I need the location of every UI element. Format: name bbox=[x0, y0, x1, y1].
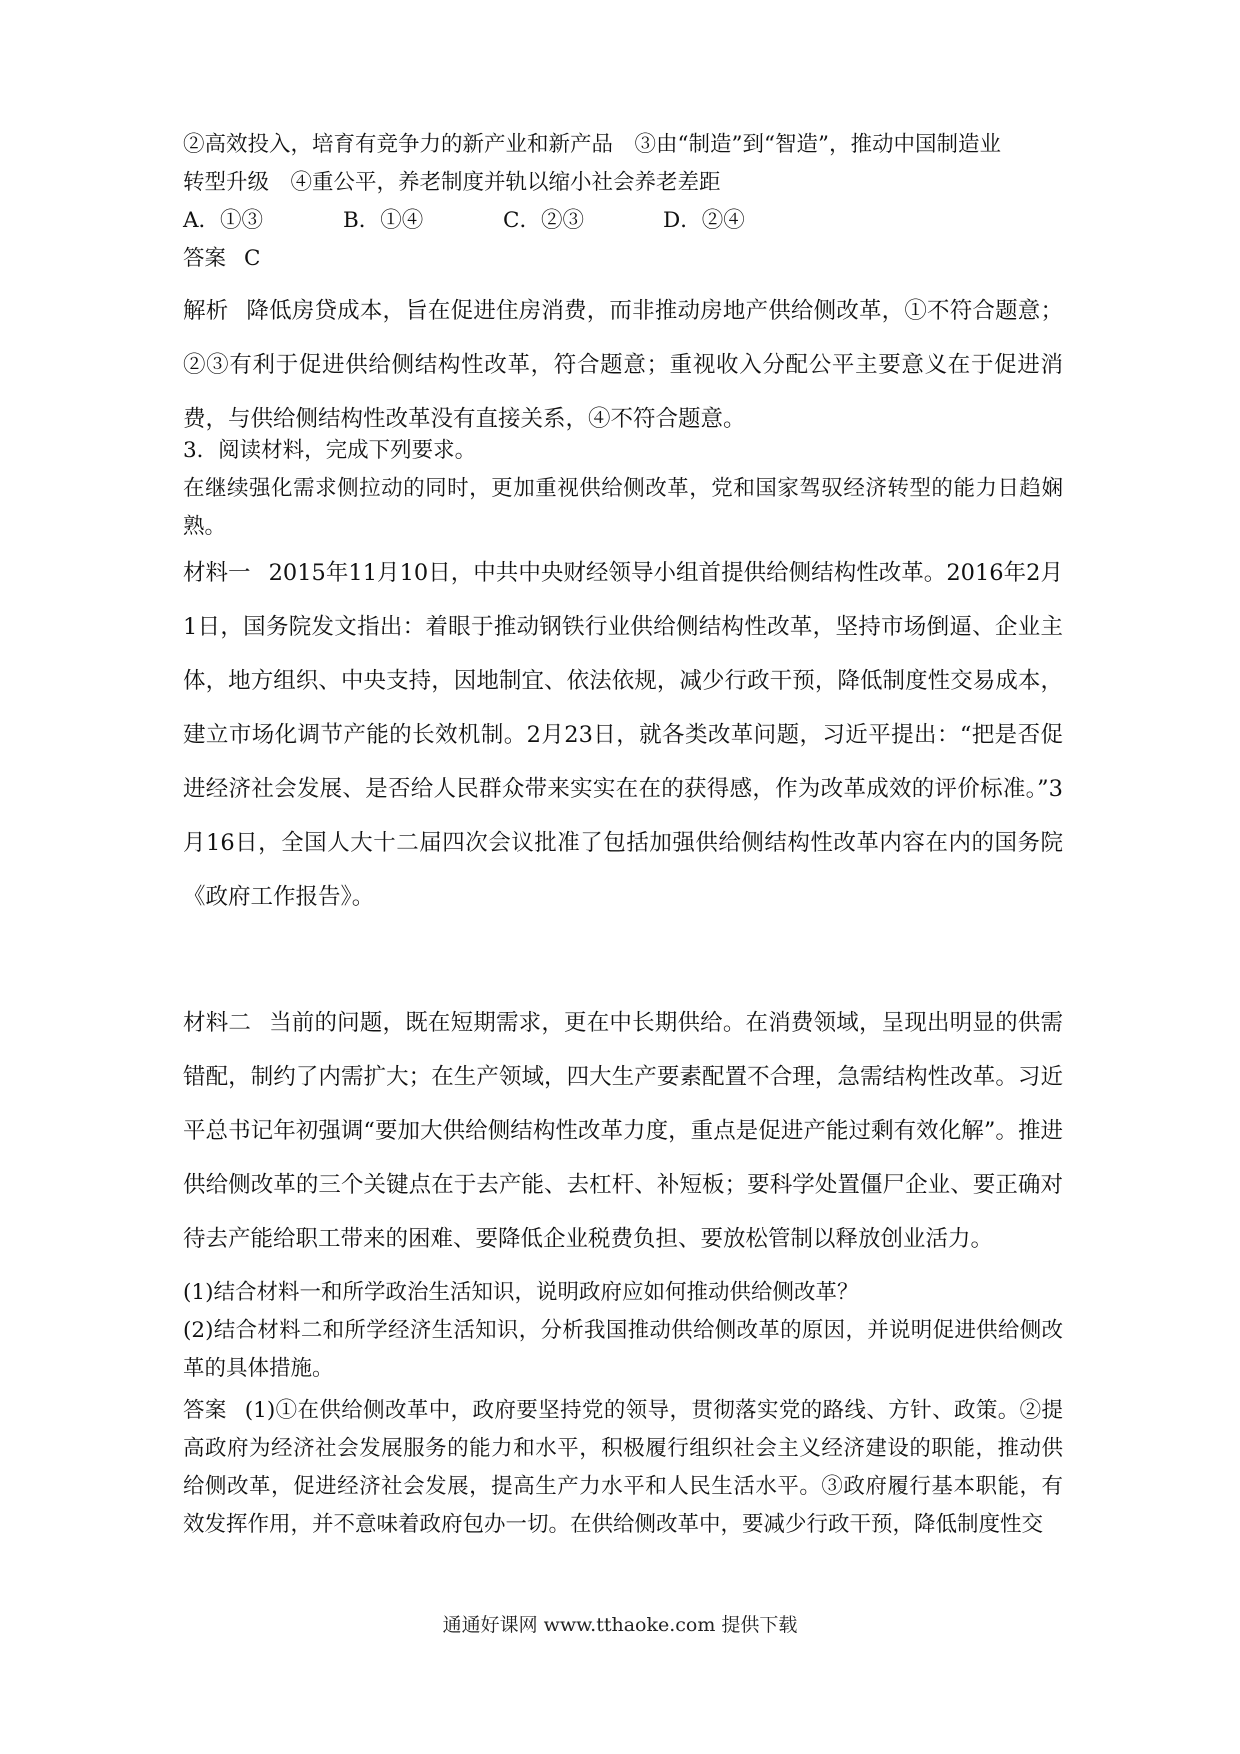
answer-1 bbox=[183, 240, 1063, 278]
answer-3-text: (1)①在供给侧改革中，政府要坚持党的领导，贯彻落实党的路线、方针、政策。②提高政府为经济社会发展服务的能力和水平，积极履行组织社会主义经济建设的职能，推动供给侧改革，促进经济社会发展，提高生产力水平和人民生活水平。③政府履行基本职能，有效发挥作用，并不意味着政府包办一切。在供给侧改革中，要减少行政干预，降低制度性交 bbox=[183, 1398, 1063, 1537]
option-c: C．②③ bbox=[503, 208, 584, 233]
question-3-title: 3．阅读材料，完成下列要求。 bbox=[183, 438, 477, 463]
choice-statements-line2: 转型升级 ④重公平，养老制度并轨以缩小社会养老差距 bbox=[183, 170, 721, 195]
material-2 bbox=[183, 996, 1063, 1266]
material-1-text: 2015年11月10日，中共中央财经领导小组首提供给侧结构性改革。2016年2月1日，国务院发文指出：着眼于推动钢铁行业供给侧结构性改革，坚持市场倒逼、企业主体，地方组织、中央支持，因地制宜、依法依规，减少行政干预，降低制度性交易成本，建立市场化调节产能的长效机制。2月23日，就各类改革问题，习近平提出：“把是否促进经济社会发展、是否给人民群众带来实实在在的获得感，作为改革成效的评价标准。”3月16日，全国人大十二届四次会议批准了包括加强供给侧结构性改革内容在内的国务院《政府工作报告》。 bbox=[183, 560, 1063, 910]
material-2-label: 材料二 bbox=[183, 1010, 252, 1036]
analysis bbox=[183, 284, 1063, 446]
answer-label: 答案 bbox=[183, 246, 227, 271]
page-footer: 通通好课网 www.tthaoke.com 提供下载 bbox=[442, 1614, 798, 1636]
answer-value: C bbox=[244, 246, 261, 271]
answer-3-label: 答案 bbox=[183, 1398, 227, 1423]
option-a: A．①③ bbox=[183, 208, 264, 233]
material-1 bbox=[183, 546, 1063, 924]
question-3 bbox=[183, 432, 1063, 546]
option-d: D．②④ bbox=[663, 208, 745, 233]
question-3-intro: 在继续强化需求侧拉动的同时，更加重视供给侧改革，党和国家驾驭经济转型的能力日趋娴熟。 bbox=[183, 476, 1063, 539]
question2-continuation bbox=[183, 126, 1063, 202]
sub-question-1: (1)结合材料一和所学政治生活知识，说明政府应如何推动供给侧改革？ bbox=[183, 1280, 859, 1305]
analysis-label: 解析 bbox=[183, 298, 229, 324]
analysis-text: 降低房贷成本，旨在促进住房消费，而非推动房地产供给侧改革，①不符合题意；②③有利于促进供给侧结构性改革，符合题意；重视收入分配公平主要意义在于促进消费，与供给侧结构性改革没有直接关系，④不符合题意。 bbox=[183, 298, 1063, 432]
answer-3 bbox=[183, 1392, 1063, 1544]
sub-questions bbox=[183, 1274, 1063, 1388]
sub-question-2: (2)结合材料二和所学经济生活知识，分析我国推动供给侧改革的原因，并说明促进供给侧改革的具体措施。 bbox=[183, 1318, 1063, 1381]
answer-options bbox=[183, 202, 1063, 240]
choice-statements-line1: ②高效投入，培育有竞争力的新产业和新产品 ③由“制造”到“智造”，推动中国制造业 bbox=[183, 132, 1001, 157]
material-2-text: 当前的问题，既在短期需求，更在中长期供给。在消费领域，呈现出明显的供需错配，制约了内需扩大；在生产领域，四大生产要素配置不合理，急需结构性改革。习近平总书记年初强调“要加大供给侧结构性改革力度，重点是促进产能过剩有效化解”。推进供给侧改革的三个关键点在于去产能、去杠杆、补短板；要科学处置僵尸企业、要正确对待去产能给职工带来的困难、要降低企业税费负担、要放松管制以释放创业活力。 bbox=[183, 1010, 1063, 1252]
material-1-label: 材料一 bbox=[183, 560, 251, 586]
option-b: B．①④ bbox=[343, 208, 424, 233]
